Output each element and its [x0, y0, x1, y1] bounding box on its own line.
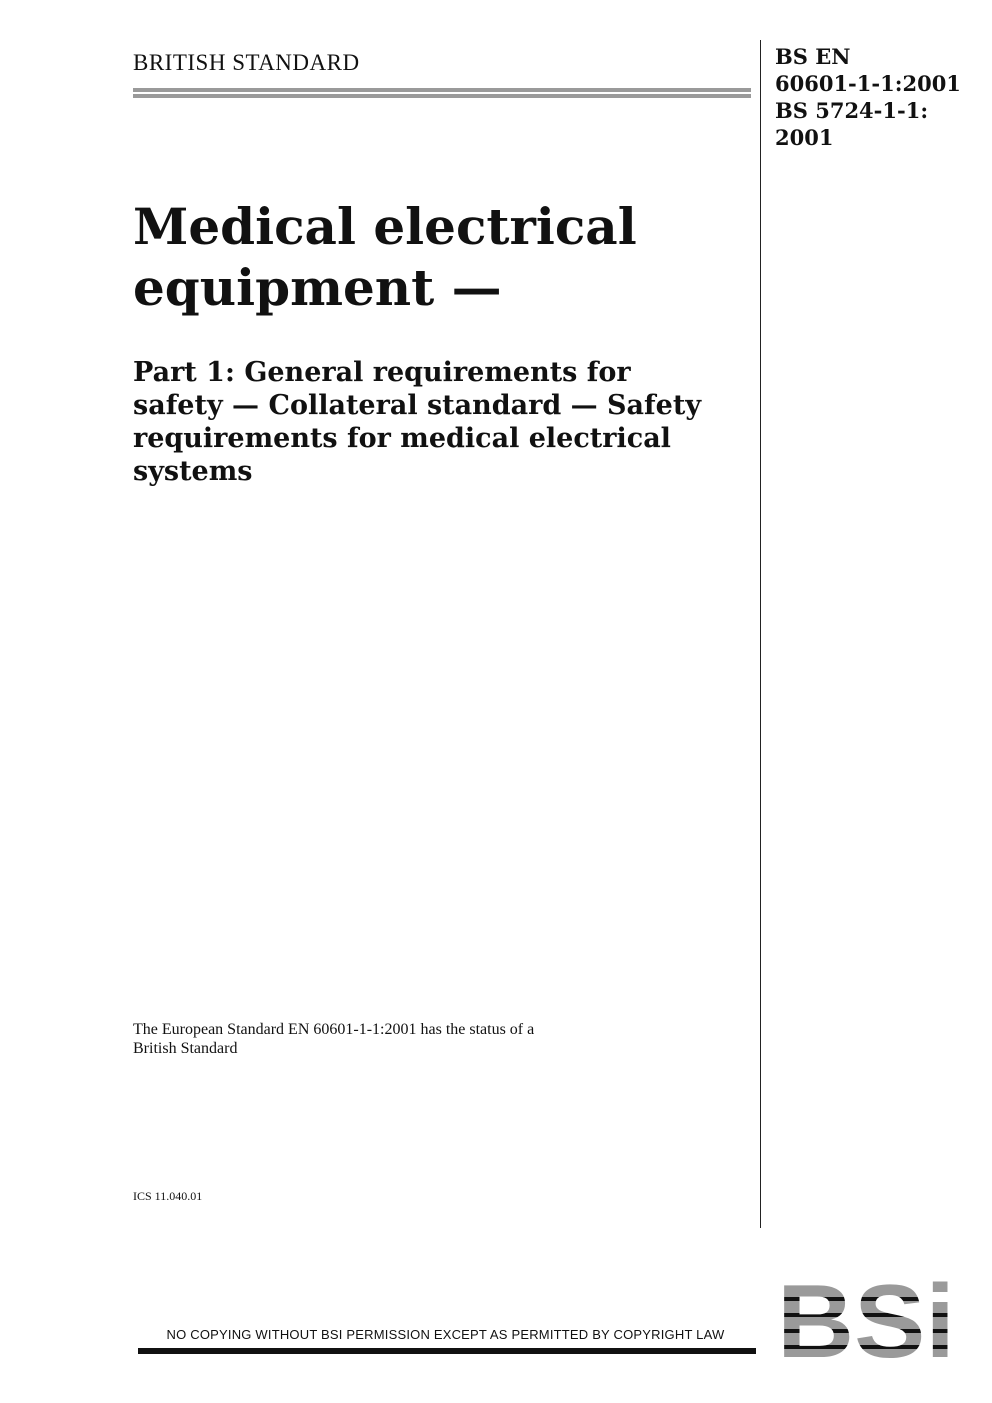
- standard-number-line: BS 5724-1-1:: [775, 98, 929, 123]
- page-subtitle: [133, 356, 748, 488]
- standard-number-line: BS EN: [775, 44, 851, 69]
- vertical-divider: [760, 40, 761, 1228]
- standard-number-line: 2001: [775, 125, 834, 150]
- subtitle-line: systems: [133, 456, 253, 487]
- series-label: BRITISH STANDARD: [133, 50, 360, 75]
- ics-code: ICS 11.040.01: [133, 1189, 203, 1203]
- status-statement: [133, 1020, 733, 1058]
- status-line: The European Standard EN 60601-1-1:2001 has the status of a: [133, 1021, 535, 1038]
- standard-numbers: [775, 43, 985, 151]
- header-rule-line: [133, 88, 751, 92]
- footer-rule: [138, 1348, 756, 1354]
- standard-number-line: 60601-1-1:2001: [775, 71, 961, 96]
- status-line: British Standard: [133, 1040, 238, 1057]
- subtitle-line: safety — Collateral standard — Safety: [133, 390, 702, 421]
- header-rule-line: [133, 94, 751, 98]
- subtitle-line: Part 1: General requirements for: [133, 357, 631, 388]
- subtitle-line: requirements for medical electrical: [133, 423, 671, 454]
- copyright-notice: NO COPYING WITHOUT BSI PERMISSION EXCEPT AS PERMITTED BY COPYRIGHT LAW: [166, 1327, 725, 1342]
- bsi-logo-icon: [777, 1277, 955, 1359]
- title-line: equipment —: [133, 258, 502, 317]
- header-rule: [133, 88, 751, 100]
- title-line: Medical electrical: [133, 197, 637, 256]
- page-title: [133, 196, 748, 318]
